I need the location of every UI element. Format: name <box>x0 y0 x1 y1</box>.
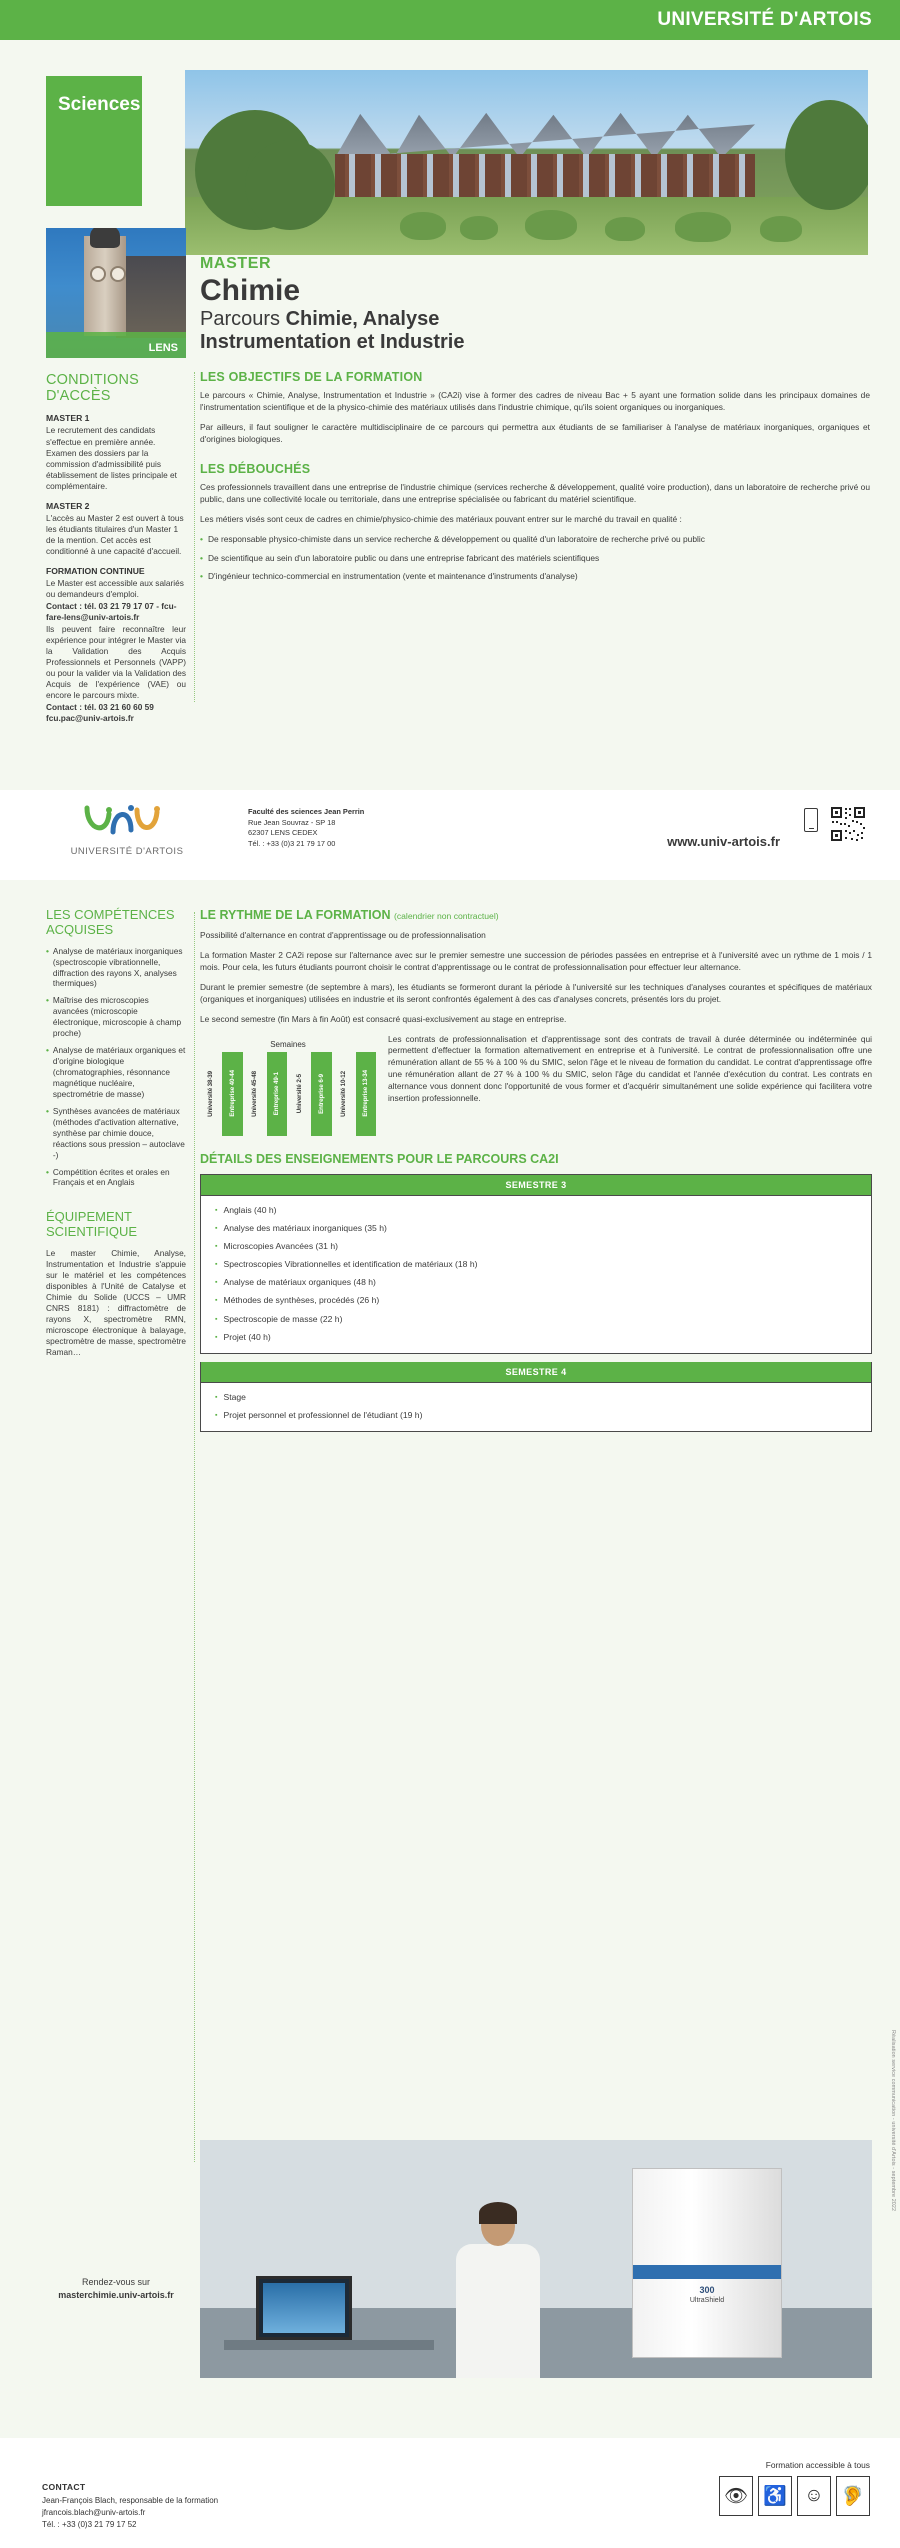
semaines-chart <box>200 1040 376 1136</box>
rythme-paragraph-1: La formation Master 2 CA2i repose sur l'alternance avec sur le premier semestre une succession de périodes passées en entreprise et à l'université avec un rythme de 1 mois / 1 mois. Pour cela, les futurs étudiants pourront choisir le contrat d'apprentissage ou le contrat de professionnalisation pour effectuer leur alternance. <box>200 949 872 972</box>
course-label: Stage <box>223 1392 246 1403</box>
bullet-icon: • <box>200 533 203 544</box>
square-bullet-icon: ▪ <box>215 1242 218 1250</box>
debouches-item-text: D'ingénieur technico-commercial en instrumentation (vente et maintenance d'instruments d'analyse) <box>207 571 578 582</box>
conditions-heading-line2: D'ACCÈS <box>46 388 111 405</box>
course-row <box>215 1277 857 1288</box>
bullet-icon: • <box>46 995 49 1006</box>
semaines-bars <box>200 1052 376 1136</box>
accessibility-title: Formation accessible à tous <box>765 2460 870 2470</box>
lab-desk-shape <box>224 2340 434 2350</box>
competence-item-text: Analyse de matériaux inorganiques (spectroscopie vibrationnelle, diffraction des rayons X, analyses thermiques) <box>52 945 183 989</box>
rythme-heading <box>200 908 872 922</box>
competence-item <box>46 1167 186 1189</box>
hearing-impairment-icon: 🦻 <box>836 2476 870 2516</box>
equipement-heading-line2: SCIENTIFIQUE <box>46 1224 138 1240</box>
logo-wordmark: UNIVERSITÉ D'ARTOIS <box>70 846 184 857</box>
square-bullet-icon: ▪ <box>215 1279 218 1287</box>
debouches-paragraph-1: Ces professionnels travaillent dans une entreprise de l'industrie chimique (services recherche & développement, qualité voire production), dans un laboratoire de recherche privé ou public, dans une collectivité locale ou territoriale, dans une entreprise spécialisée ou fabricant du matériel scientifique. <box>200 481 870 504</box>
course-row <box>215 1295 857 1306</box>
address-name: Faculté des sciences Jean Perrin <box>248 807 365 816</box>
semaines-bar-fill <box>356 1052 376 1136</box>
laboratory-photo <box>200 2140 872 2378</box>
website-url[interactable]: www.univ-artois.fr <box>667 834 780 849</box>
semaines-bar-fill <box>267 1052 287 1136</box>
details-heading: DÉTAILS DES ENSEIGNEMENTS POUR LE PARCOURS CA2I <box>200 1151 559 1166</box>
square-bullet-icon: ▪ <box>215 1333 218 1341</box>
square-bullet-icon: ▪ <box>215 1206 218 1214</box>
lens-city-label: LENS <box>148 342 178 354</box>
faculty-address <box>248 807 364 849</box>
semestre-4-courses <box>201 1383 871 1431</box>
rythme-heading-text: LE RYTHME DE LA FORMATION <box>200 908 391 922</box>
competence-item <box>46 1045 186 1100</box>
equipement-heading <box>46 1210 186 1240</box>
master1-label: MASTER 1 <box>46 413 90 424</box>
course-row <box>215 1410 857 1421</box>
square-bullet-icon: ▪ <box>215 1315 218 1323</box>
rythme-paragraph-3: Le second semestre (fin Mars à fin Août) est consacré quasi-exclusivement au stage en entreprise. <box>200 1013 567 1024</box>
competences-column <box>46 908 186 1358</box>
clock-icon <box>110 266 126 282</box>
debouches-item <box>200 553 870 565</box>
semestre-4-table <box>200 1362 872 1432</box>
bush-shape <box>525 210 577 240</box>
vertical-divider-bottom <box>194 912 195 2162</box>
semestre-3-table <box>200 1174 872 1355</box>
competence-item-text: Synthèses avancées de matériaux (méthodes d'activation alternative, synthèse par chimie douce, réactions sous pression – autoclave -) <box>52 1105 185 1160</box>
objectifs-paragraph-2: Par ailleurs, il faut souligner le caractère multidisciplinaire de ce parcours qui permettra aux étudiants de se familiariser à l'analyse de matériaux inorganiques, organiques et d'origines biologiques. <box>200 422 870 444</box>
nmr-spectrometer-shape <box>632 2168 782 2358</box>
production-credit: Réalisation service communication - université d'Artois - septembre 2022 <box>890 2030 896 2212</box>
person-hair-shape <box>479 2202 517 2224</box>
competence-item-text: Compétition écrites et orales en Français et en Anglais <box>52 1166 170 1188</box>
bullet-icon: • <box>200 552 203 563</box>
mental-disability-icon: ☺ <box>797 2476 831 2516</box>
computer-monitor-shape <box>256 2276 352 2340</box>
address-tel: Tél. : +33 (0)3 21 79 17 00 <box>248 838 336 848</box>
address-street: Rue Jean Souvraz - SP 18 <box>248 817 336 827</box>
course-row <box>215 1205 857 1216</box>
semaines-bar-label: Entreprise 40-44 <box>228 1070 236 1117</box>
conditions-heading-line1: CONDITIONS <box>46 372 140 388</box>
course-row <box>215 1241 857 1252</box>
rendezvous-block <box>46 2276 186 2301</box>
conditions-heading <box>46 372 186 404</box>
objectifs-paragraph-1: Le parcours « Chimie, Analyse, Instrumentation et Industrie » (CA2i) vise à former des cadres de niveau Bac + 5 ayant une formation solide dans les principaux domaines de l'instrumentation scientifique et de la physico-chimie des matériaux utilisés dans l'industrie chimique, qu'ils soient organiques ou inorganiques. <box>200 390 870 413</box>
conditions-column <box>46 372 186 725</box>
debouches-item-text: De scientifique au sein d'un laboratoire public ou dans une entreprise fabricant des matériels scientifiques <box>207 552 600 563</box>
course-label: Analyse de matériaux organiques (48 h) <box>223 1277 376 1288</box>
square-bullet-icon: ▪ <box>215 1412 218 1420</box>
contact-band <box>0 790 900 880</box>
building-roof-shape <box>335 110 755 158</box>
bush-shape <box>675 212 731 242</box>
semestre-3-title: SEMESTRE 3 <box>201 1175 871 1196</box>
address-city: 62307 LENS CEDEX <box>248 828 318 838</box>
lens-campus-photo <box>46 228 186 358</box>
semestre-4-title: SEMESTRE 4 <box>201 1362 871 1383</box>
semaines-bar <box>200 1052 220 1136</box>
course-label: Méthodes de synthèses, procédés (26 h) <box>223 1295 380 1306</box>
square-bullet-icon: ▪ <box>215 1394 218 1402</box>
competences-heading <box>46 908 186 938</box>
competence-item <box>46 995 186 1039</box>
formation-continue-label: FORMATION CONTINUE <box>46 565 145 576</box>
footer-contact-name: Jean-François Blach, responsable de la formation <box>42 2496 219 2505</box>
semaines-bar-label: Université 45-48 <box>251 1070 259 1117</box>
clock-icon <box>90 266 106 282</box>
parcours-title <box>200 308 870 354</box>
debouches-item <box>200 571 870 583</box>
objectifs-heading: LES OBJECTIFS DE LA FORMATION <box>200 370 423 385</box>
competence-item-text: Maîtrise des microscopies avancées (microscopie électronique, microscopie à champ proche) <box>52 995 182 1039</box>
university-name: UNIVERSITÉ D'ARTOIS <box>657 9 872 30</box>
footer-contact-title: CONTACT <box>42 2482 86 2492</box>
bullet-icon: • <box>46 1166 49 1177</box>
lab-coat-shape <box>456 2244 540 2378</box>
course-row <box>215 1223 857 1234</box>
debouches-item-text: De responsable physico-chimiste dans un service recherche & développement ou qualité d'un laboratoire de recherche privé ou public <box>207 533 705 544</box>
rythme-column <box>200 908 872 1432</box>
master2-label: MASTER 2 <box>46 500 90 511</box>
course-row <box>215 1259 857 1270</box>
course-label: Projet (40 h) <box>223 1331 271 1342</box>
course-label: Analyse des matériaux inorganiques (35 h) <box>223 1222 387 1233</box>
footer-contact-tel: Tél. : +33 (0)3 21 79 17 52 <box>42 2520 137 2529</box>
course-row <box>215 1392 857 1403</box>
semaines-bar <box>334 1052 354 1136</box>
bush-shape <box>605 217 645 241</box>
bullet-icon: • <box>46 945 49 956</box>
semaines-bar <box>289 1052 309 1136</box>
vertical-divider-top <box>194 372 195 702</box>
bullet-icon: • <box>200 571 203 582</box>
bullet-icon: • <box>46 1045 49 1056</box>
formation-continue-text-2: Ils peuvent faire reconnaître leur expérience pour intégrer le Master via la Validation des Acquis Professionnels et Personnels (VAPP) ou pour la valider via la Validation des Acquis de l'expérience (VAE) ou encore le parcours mixte. <box>46 623 186 701</box>
parcours-line1: Chimie, Analyse <box>285 307 440 330</box>
semaines-bar-fill <box>222 1052 242 1136</box>
footer-contact-email[interactable]: jfrancois.blach@univ-artois.fr <box>42 2508 146 2517</box>
tower-dome-shape <box>90 228 120 248</box>
visual-impairment-icon: 👁 <box>719 2476 753 2516</box>
formation-continue-contact-1: Contact : tél. 03 21 79 17 07 - fcu-fare-lens@univ-artois.fr <box>46 600 177 622</box>
instrument-band-shape <box>633 2265 781 2279</box>
square-bullet-icon: ▪ <box>215 1261 218 1269</box>
master2-text: L'accès au Master 2 est ouvert à tous les étudiants titulaires d'un Master 1 de la mention. Cet accès est conditionné à une capacité d'accueil. <box>46 512 184 556</box>
parcours-line2: Instrumentation et Industrie <box>200 330 465 353</box>
semaines-bar-label: Entreprise 6-9 <box>317 1073 325 1114</box>
equipement-heading-line1: ÉQUIPEMENT <box>46 1209 132 1225</box>
accessibility-icons <box>719 2476 870 2516</box>
semaines-bar-fill <box>334 1052 354 1136</box>
square-bullet-icon: ▪ <box>215 1224 218 1232</box>
instrument-model-label: UltraShield <box>689 2297 725 2304</box>
course-label: Anglais (40 h) <box>223 1204 277 1215</box>
semaines-bar-fill <box>245 1052 265 1136</box>
faculty-badge-label: Sciences <box>58 94 141 115</box>
instrument-brand-label: 300 <box>699 2285 715 2295</box>
qr-code-icon[interactable] <box>830 806 866 842</box>
tree-icon <box>245 140 335 230</box>
page-title: Chimie <box>200 274 301 307</box>
course-label: Projet personnel et professionnel de l'étudiant (19 h) <box>223 1410 423 1421</box>
square-bullet-icon: ▪ <box>215 1297 218 1305</box>
clock-tower-shape <box>84 236 126 336</box>
semaines-bar-label: Université 38-39 <box>206 1070 214 1117</box>
logo-mark-icon <box>52 802 202 842</box>
master1-text: Le recrutement des candidats s'effectue en première année. Examen des dossiers par la commission d'admissibilité puis établissement de listes principale et complémentaire. <box>46 425 177 491</box>
bush-shape <box>460 216 498 240</box>
monitor-screen-shape <box>263 2283 345 2333</box>
semestre-3-courses <box>201 1196 871 1354</box>
university-logo <box>52 802 202 857</box>
page-footer <box>0 2438 900 2548</box>
parcours-prefix: Parcours <box>200 307 286 330</box>
course-label: Microscopies Avancées (31 h) <box>223 1240 338 1251</box>
mobile-phone-icon <box>804 808 818 832</box>
course-label: Spectroscopies Vibrationnelles et identification de matériaux (18 h) <box>223 1259 478 1270</box>
course-label: Spectroscopie de masse (22 h) <box>223 1313 343 1324</box>
bullet-icon: • <box>46 1105 49 1116</box>
building-shape <box>116 256 186 338</box>
rythme-heading-note: (calendrier non contractuel) <box>393 911 499 921</box>
semaines-bar <box>245 1052 265 1136</box>
debouches-paragraph-2: Les métiers visés sont ceux de cadres en chimie/physico-chimie des matériaux pouvant entrer sur le marché du travail en qualité : <box>200 513 682 524</box>
equipement-text: Le master Chimie, Analyse, Instrumentation et Industrie s'appuie sur le matériel et les compétences disponibles à l'Unité de Catalyse et Chimie du Solide (UCCS – UMR CNRS 8181) : diffractomètre de rayons X, spectromètre RMN, microscope électronique à balayage, spectromètre de masse, spectromètre Raman… <box>46 1248 186 1358</box>
semaines-bar <box>356 1052 376 1136</box>
semaines-bar <box>222 1052 242 1136</box>
semaines-bar <box>267 1052 287 1136</box>
rythme-lead: Possibilité d'alternance en contrat d'apprentissage ou de professionnalisation <box>200 930 486 940</box>
bush-shape <box>400 212 446 240</box>
semaines-bar-fill <box>289 1052 309 1136</box>
rythme-paragraph-2: Durant le premier semestre (de septembre à mars), les étudiants se formeront durant la période à l'université sur les techniques d'analyses courantes et spécifiques de matériaux (organiques et inorganiques) utilisées en industrie et ils seront confrontés également à des cas d'analyses concrets, présentés lors du projet. <box>200 981 872 1004</box>
degree-kicker: MASTER <box>200 255 272 272</box>
semaines-chart-title: Semaines <box>270 1039 306 1049</box>
competences-heading-line1: LES COMPÉTENCES <box>46 907 175 922</box>
debouches-item <box>200 534 870 546</box>
formation-continue-text-1: Le Master est accessible aux salariés ou demandeurs d'emploi. <box>46 577 184 599</box>
researcher-figure <box>450 2200 546 2378</box>
competences-heading-line2: ACQUISES <box>46 921 114 937</box>
competence-item-text: Analyse de matériaux organiques et d'origine biologique (chromatographies, résonnance magnétique nucléaire, spectrométrie de masse) <box>52 1045 186 1099</box>
course-row <box>215 1314 857 1325</box>
faculty-badge <box>46 76 142 206</box>
wheelchair-icon: ♿ <box>758 2476 792 2516</box>
semaines-bar-fill <box>311 1052 331 1136</box>
semaines-bar-label: Entreprise 13-34 <box>362 1070 370 1117</box>
main-content-column <box>200 255 870 590</box>
hero-campus-photo <box>185 70 868 255</box>
competence-item <box>46 946 186 990</box>
rendezvous-url[interactable]: masterchimie.univ-artois.fr <box>58 2289 174 2300</box>
semaines-bar-fill <box>200 1052 220 1136</box>
competence-item <box>46 1106 186 1161</box>
course-row <box>215 1332 857 1343</box>
semaines-bar-label: Entreprise 49-1 <box>273 1071 281 1116</box>
semaines-bar-label: Université 2-5 <box>295 1073 303 1114</box>
tree-icon <box>785 100 868 210</box>
formation-continue-contact-2: Contact : tél. 03 21 60 60 59 fcu.pac@univ-artois.fr <box>46 702 154 724</box>
top-header-bar <box>0 0 900 40</box>
semaines-bar <box>311 1052 331 1136</box>
debouches-heading: LES DÉBOUCHÉS <box>200 461 311 476</box>
rendezvous-line1: Rendez-vous sur <box>81 2277 151 2287</box>
bush-shape <box>760 216 802 242</box>
semaines-bar-label: Université 10-12 <box>340 1070 348 1117</box>
rythme-paragraph-4: Les contrats de professionnalisation et d'apprentissage sont des contrats de travail à durée déterminée ou indéterminée qui permettent d'effectuer la formation alternativement en entreprise et à l'université. Le contrat de professionnalisation offre une rémunération allant de 55 % à 100 % du SMIC, selon l'âge et le niveau de formation du candidat. Le contrat d'apprentissage offre une rémunération allant de 27 % à 100 % du SMIC, selon l'âge du candidat et l'année d'exécution du contrat. Les contrats en alternance vous donnent donc l'opportunité de vous former et d'acquérir simultanément une solide expérience qui facilitera votre insertion professionnelle. <box>388 1033 872 1104</box>
